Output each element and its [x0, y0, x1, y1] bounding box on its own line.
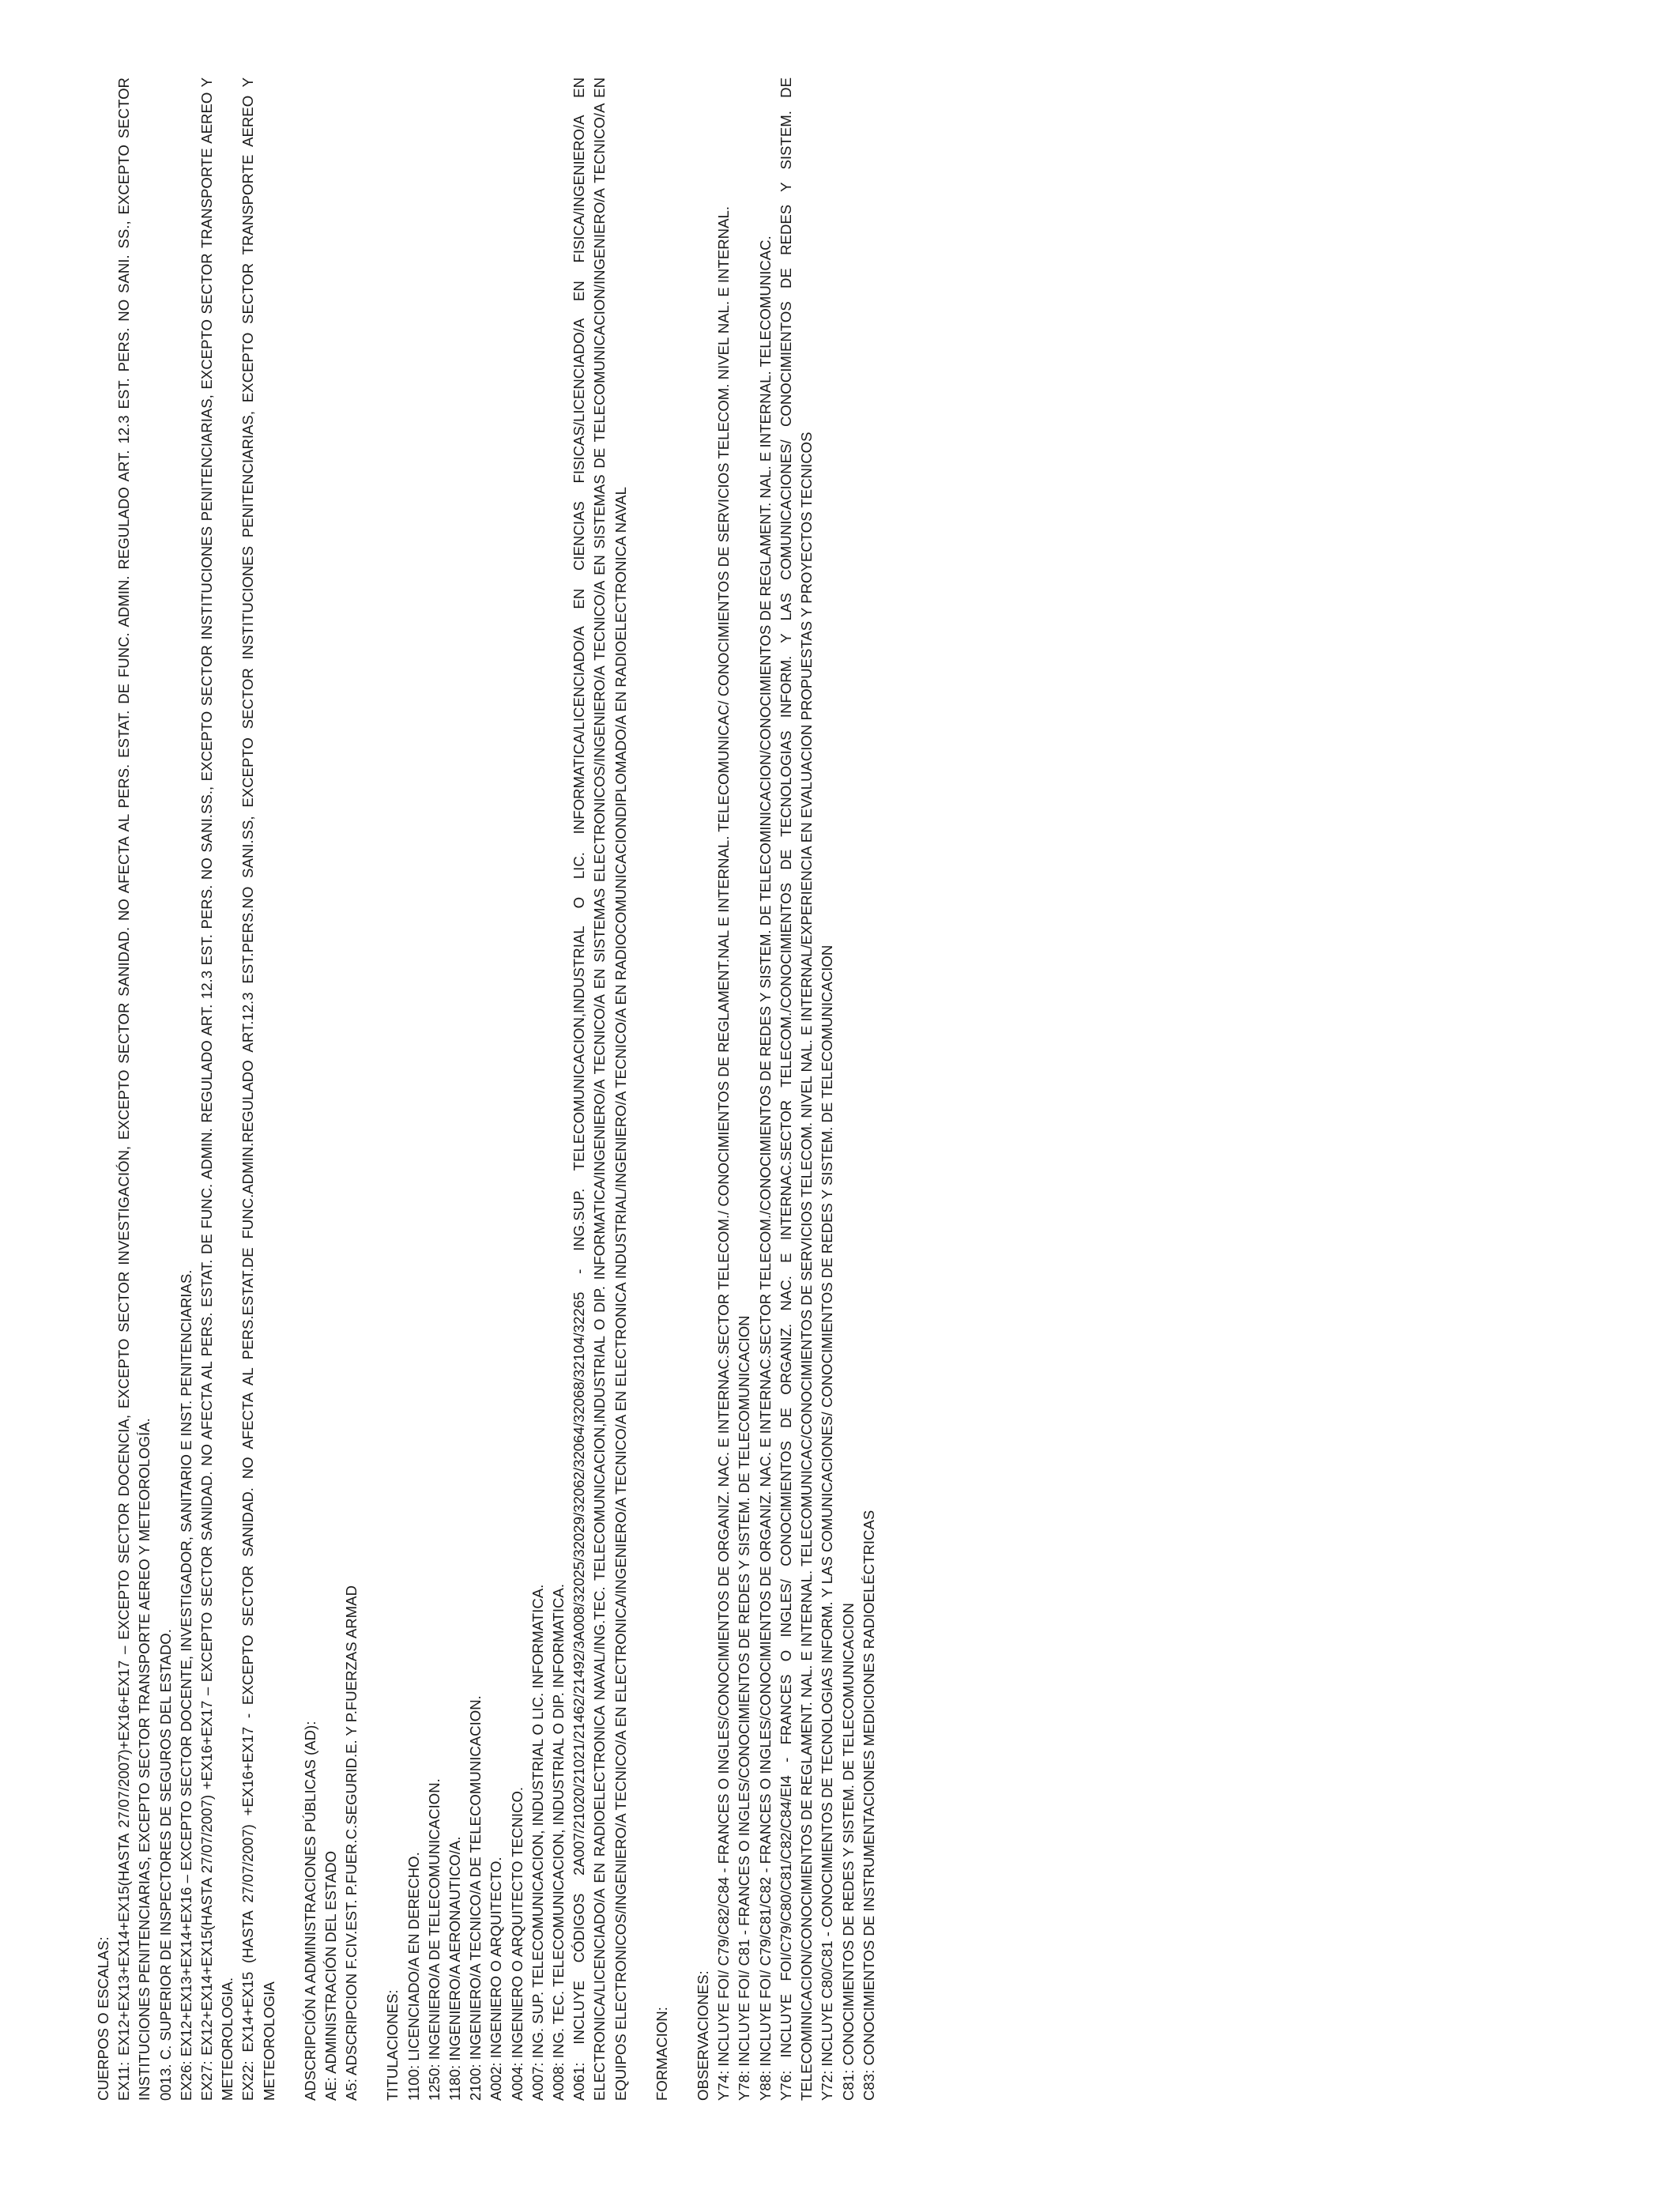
cuerpos-line: EX27: EX12+EX14+EX15(HASTA 27/07/2007) +EX16+EX17 – EXCEPTO SECTOR SANIDAD. NO AFECTA AL PERS. ESTAT. DE FUNC. ADMIN. REGULADO ART. 12.3 EST. PERS. NO SANI.SS., EXCEPTO SECTOR INSTITUCIONES PENITENCIARIAS, EXCEPTO SECTOR TRANSPORTE AEREO Y METEOROLOGIA. — [198, 73, 236, 2101]
observaciones-heading: OBSERVACIONES: — [695, 1970, 712, 2101]
cuerpos-line: EX22: EX14+EX15 (HASTA 27/07/2007) +EX16+EX17 - EXCEPTO SECTOR SANIDAD. NO AFECTA AL PERS.ESTAT.DE FUNC.ADMIN.REGULADO ART.12.3 EST.PERS.NO SANI.SS, EXCEPTO SECTOR INSTITUCIONES PENITENCIARIAS, EXCEPTO SECTOR TRANSPORTE AEREO Y METEOROLOGIA — [239, 73, 277, 2101]
adscripcion-line: AE: ADMINISTRACIÓN DEL ESTADO — [322, 1850, 340, 2101]
section-adscripcion — [300, 77, 363, 2101]
cuerpos-heading: CUERPOS O ESCALAS: — [95, 1936, 111, 2101]
section-observaciones — [693, 74, 880, 2101]
observacion-line: Y76: INCLUYE FOI/C79/C80/C81/C82/C84/EI4 - FRANCES O INGLES/ CONOCIMIENTOS DE ORGANIZ. NAC. E INTERNAC.SECTOR TELECOM./CONOCIMIENTOS DE TECNOLOGIAS INFORM. Y LAS COMUNICACIONES/ CONOCIMIENTOS DE REDES Y SISTEM. DE TELECOMINICACION/CONOCIMIENTOS DE REGLAMENT. NAL. E INTERNAL. TELECOMUNICAC/CONOCIMIENTOS DE SERVICIOS TELECOM. NIVEL NAL. E INTERNAL/EXPERIENCIA EN EVALUACION PROPUESTAS Y PROYECTOS TECNICOS — [777, 74, 816, 2101]
titulacion-line: A008: ING. TEC. TELECOMUNICACION, INDUSTRIAL O DIP. INFORMATICA. — [550, 1584, 567, 2101]
observacion-line: C83: CONOCIMIENTOS DE INSTRUMENTACIONES MEDICIONES RADIOELÉCTRICAS — [860, 1510, 877, 2101]
observacion-line: Y72: INCLUYE C80/C81 - CONOCIMIENTOS DE TECNOLOGIAS INFORM. Y LAS COMUNICACIONES/ CONOCIMIENTOS DE REDES Y SISTEM. DE TELECOMUNICACION — [819, 944, 836, 2101]
titulacion-line: 1180: INGENIERO/A AERONAUTICO/A. — [446, 1836, 464, 2101]
cuerpos-line: 0013. C. SUPERIOR DE INSPECTORES DE SEGUROS DEL ESTADO. — [156, 1629, 174, 2101]
titulacion-line: A002: INGENIERO O ARQUITECTO. — [488, 1857, 505, 2101]
formacion-heading: FORMACION: — [653, 2007, 670, 2101]
section-formacion — [652, 77, 672, 2101]
titulacion-line: 1250: INGENIERO/A DE TELECOMUNICACION. — [425, 1778, 443, 2101]
section-cuerpos — [93, 73, 280, 2101]
adscripcion-heading: ADSCRIPCIÓN A ADMINISTRACIONES PÚBLICAS (AD): — [301, 1721, 318, 2101]
titulacion-line: 1100: LICENCIADO/A EN DERECHO. — [405, 1852, 422, 2101]
titulaciones-heading: TITULACIONES: — [384, 1989, 401, 2101]
cuerpos-line: EX11: EX12+EX13+EX14+EX15(HASTA 27/07/2007)+EX16+EX17 – EXCEPTO SECTOR DOCENCIA, EXCEPTO SECTOR INVESTIGACIÓN, EXCEPTO SECTOR SANIDAD. NO AFECTA AL PERS. ESTAT. DE FUNC. ADMIN. REGULADO ART. 12.3 EST. PERS. NO SANI. SS., EXCEPTO SECTOR INSTITUCIONES PENITENCIARIAS, EXCEPTO SECTOR TRANSPORTE AEREO Y METEOROLOGÍA. — [115, 73, 153, 2101]
titulacion-line: A007: ING. SUP. TELECOMUNICACION, INDUSTRIAL O LIC. INFORMATICA. — [529, 1584, 546, 2101]
observacion-line: Y78: INCLUYE FOI/ C81 - FRANCES O INGLES/CONOCIMIENTOS DE REDES Y SISTEM. DE TELECOMUNICACION — [736, 1315, 753, 2101]
observacion-line: Y74: INCLUYE FOI/ C79/C82/C84 - FRANCES O INGLES/CONOCIMIENTOS DE ORGANIZ. NAC. E INTERNAC.SECTOR TELECOM./ CONOCIMIENTOS DE REGLAMENT.NAL E INTERNAL. TELECOMUNICAC/ CONOCIMIENTOS DE SERVICIOS TELECOM. NIVEL NAL. E INTERNAL. — [715, 205, 733, 2101]
adscripcion-line: A5: ADSCRIPCION F.CIV.EST. P.FUER.C.SEGURID.E. Y P.FUERZAS ARMAD — [343, 1585, 360, 2101]
section-titulaciones — [382, 73, 631, 2101]
cuerpos-line: EX26: EX12+EX13+EX14+EX16 – EXCEPTO SECTOR DOCENTE, INVESTIGADOR, SANITARIO E INST. PENITENCIARIAS. — [177, 1269, 194, 2101]
titulacion-line: A061: INCLUYE CÓDIGOS 2A007/21020/21021/21462/21492/3A008/32025/32029/32062/32064/32068/32104/32265 - ING.SUP. TELECOMUNICACION,INDUSTRIAL O LIC. INFORMATICA/LICENCIADO/A EN CIENCIAS FISICAS/LICENCIADO/A EN FISICA/INGENIERO/A EN ELECTRONICA/LICENCIADO/A EN RADIOELECTRONICA NAVAL/ING.TEC. TELECOMUNICACION,INDUSTRIAL O DIP. INFORMATICA/INGENIERO/A TECNICO/A EN SISTEMAS ELECTRONICOS/INGENIERO/A TECNICO/A EN SISTEMAS DE TELECOMUNICACION/INGENIERO/A TECNICO/A EN EQUIPOS ELECTRONICOS/INGENIERO/A TECNICO/A EN ELECTRONICA/INGENIERO/A TECNICO/A EN ELECTRONICA INDUSTRIAL/INGENIERO/A TECNICO/A EN RADIOCOMUNICACIONDIPLOMADO/A EN RADIOELECTRONICA NAVAL — [571, 73, 629, 2101]
titulacion-line: 2100: INGENIERO/A TECNICO/A DE TELECOMUNICACION. — [467, 1695, 484, 2101]
observacion-line: Y88: INCLUYE FOI/ C79/C81/C82 - FRANCES O INGLES/CONOCIMIENTOS DE ORGANIZ. NAC. E INTERNAC.SECTOR TELECOM./CONOCIMIENTOS DE REDES Y SISTEM. DE TELECOMINICACION/CONOCIMIENTOS DE REGLAMENT. NAL. E INTERNAL. TELECOMUNICAC. — [756, 236, 774, 2101]
titulacion-line: A004: INGENIERO O ARQUITECTO TECNICO. — [508, 1786, 525, 2101]
document-body — [93, 73, 900, 2101]
observacion-line: C81: CONOCIMIENTOS DE REDES Y SISTEM. DE TELECOMUNICACION — [839, 1603, 857, 2101]
